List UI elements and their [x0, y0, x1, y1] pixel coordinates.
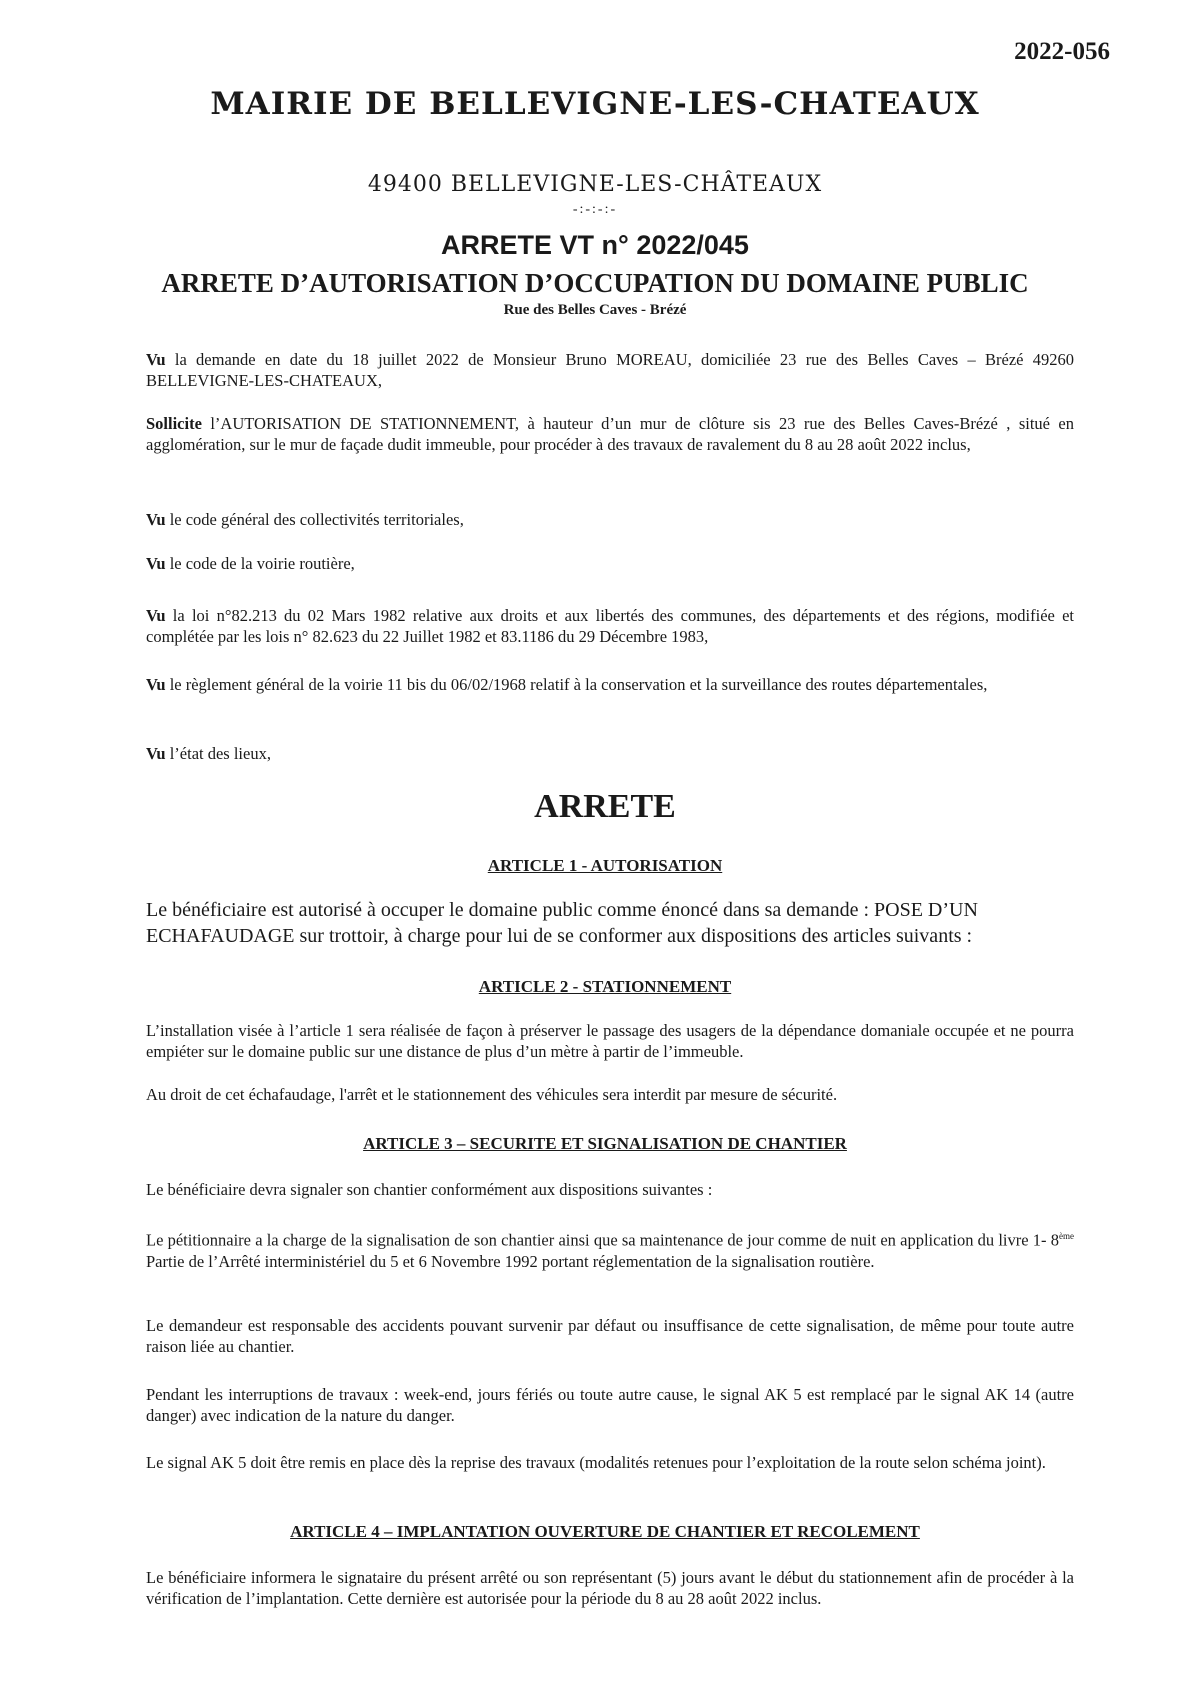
article-4-heading: ARTICLE 4 – IMPLANTATION OUVERTURE DE CHANTIER ET RECOLEMENT — [290, 1522, 920, 1541]
considerant-text: le règlement général de la voirie 11 bis du 06/02/1968 relatif à la conservation et la surveillance des routes départementales, — [165, 675, 988, 694]
article-1-text: Le bénéficiaire est autorisé à occuper le domaine public comme énoncé dans sa demande : POSE D’UN ECHAFAUDAGE sur trottoir, à charge pour lui de se conformer aux dispositions des articles suivants : — [146, 899, 978, 947]
location-subtitle: Rue des Belles Caves - Brézé — [503, 302, 687, 318]
article-3-paragraph: Le demandeur est responsable des accidents pouvant survenir par défaut ou insuffisance de cette signalisation, de même pour toute autre raison liée au chantier. — [146, 1316, 1074, 1356]
arrete-number: ARRETE VT n° 2022/045 — [441, 230, 749, 260]
article-3-paragraph: Pendant les interruptions de travaux : week-end, jours fériés ou toute autre cause, le signal AK 5 est remplacé par le signal AK 14 (autre danger) avec indication de la nature du danger. — [146, 1385, 1074, 1425]
commune-address: 49400 BELLEVIGNE-LES-CHÂTEAUX — [367, 172, 823, 197]
article-1-heading: ARTICLE 1 - AUTORISATION — [487, 856, 723, 875]
considerant-text: l’AUTORISATION DE STATIONNEMENT, à hauteur d’un mur de clôture sis 23 rue des Belles Caves-Brézé , situé en agglomération, sur le mur de façade dudit immeuble, pour procéder à des travaux de ravalement du 8 au 28 août 2022 inclus, — [146, 414, 1074, 454]
superscript: ème — [1059, 1231, 1074, 1241]
considerant-text: la demande en date du 18 juillet 2022 de Monsieur Bruno MOREAU, domiciliée 23 rue des Belles Caves – Brézé 49260 BELLEVIGNE-LES-CHATEAUX, — [146, 350, 1074, 390]
considerant-lead: Vu — [146, 675, 166, 694]
article-3-paragraph: Le signal AK 5 doit être remis en place dès la reprise des travaux (modalités retenues pour l’exploitation de la route selon schéma joint). — [146, 1453, 1046, 1472]
considerant-demande — [146, 349, 1074, 391]
considerant-text: le code général des collectivités territoriales, — [165, 510, 464, 529]
considerant-etat-lieux — [146, 743, 1074, 764]
article-2-paragraph: Au droit de cet échafaudage, l'arrêt et le stationnement des véhicules sera interdit par mesure de sécurité. — [146, 1085, 838, 1104]
separator: -:-:-:- — [572, 202, 618, 217]
article-3-paragraph — [146, 1226, 1074, 1272]
considerant-text: le code de la voirie routière, — [165, 554, 355, 573]
article-4-paragraph: Le bénéficiaire informera le signataire du présent arrêté ou son représentant (5) jours avant le début du stationnement afin de procéder à la vérification de l’implantation. Cette dernière est autorisée pour la période du 8 au 28 août 2022 inclus. — [146, 1568, 1074, 1608]
town-hall-title: MAIRIE DE BELLEVIGNE-LES-CHATEAUX — [210, 86, 980, 122]
arrete-title: ARRETE D’AUTORISATION D’OCCUPATION DU DOMAINE PUBLIC — [161, 268, 1029, 298]
considerant-text: l’état des lieux, — [165, 744, 271, 763]
article-3-heading: ARTICLE 3 – SECURITE ET SIGNALISATION DE CHANTIER — [363, 1134, 847, 1153]
article-3-text: Partie de l’Arrêté interministériel du 5 et 6 Novembre 1992 portant réglementation de la signalisation routière. — [146, 1251, 875, 1271]
article-2-paragraph: L’installation visée à l’article 1 sera réalisée de façon à préserver le passage des usagers de la dépendance domaniale occupée et ne pourra empiéter sur le domaine public sur une distance de plus d’un mètre à partir de l’immeuble. — [146, 1021, 1074, 1061]
decision-title: ARRETE — [534, 788, 676, 825]
considerant-lead: Vu — [146, 606, 166, 625]
considerant-voirie — [146, 553, 1074, 574]
considerant-sollicite — [146, 413, 1074, 455]
article-2-heading: ARTICLE 2 - STATIONNEMENT — [478, 977, 732, 996]
considerant-cgct — [146, 509, 1074, 530]
considerant-loi — [146, 605, 1074, 647]
reference-number: 2022-056 — [1014, 38, 1110, 65]
considerant-lead: Vu — [146, 350, 166, 369]
considerant-text: la loi n°82.213 du 02 Mars 1982 relative aux droits et aux libertés des communes, des départements et des régions, modifiée et complétée par les lois n° 82.623 du 22 Juillet 1982 et 83.1186 du 29 Décembre 1983, — [146, 606, 1074, 646]
article-3-text: Le pétitionnaire a la charge de la signalisation de son chantier ainsi que sa maintenance de jour comme de nuit en application du livre 1- 8 — [146, 1230, 1059, 1250]
considerant-lead: Sollicite — [146, 414, 202, 433]
considerant-lead: Vu — [146, 510, 166, 529]
article-3-paragraph: Le bénéficiaire devra signaler son chantier conformément aux dispositions suivantes : — [146, 1180, 713, 1199]
considerant-lead: Vu — [146, 554, 166, 573]
considerant-lead: Vu — [146, 744, 166, 763]
considerant-reglement — [146, 674, 1074, 695]
